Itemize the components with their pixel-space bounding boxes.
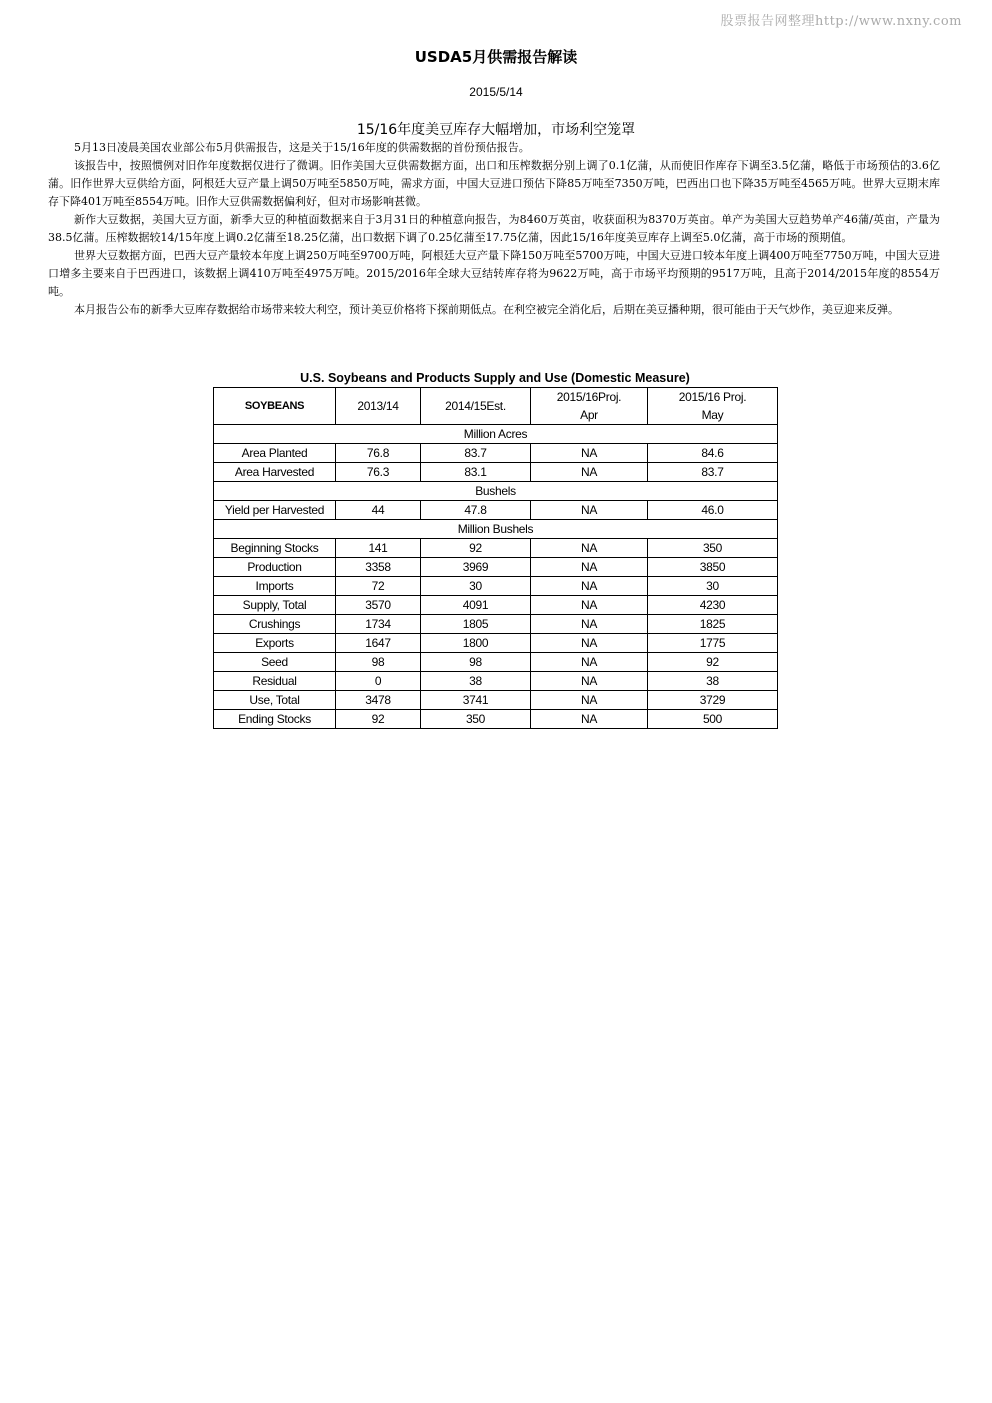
table-cell: 83.7: [648, 463, 778, 482]
row-label: Imports: [214, 577, 336, 596]
table-cell: 83.7: [421, 444, 531, 463]
column-header-line: 2015/16 Proj.: [678, 390, 747, 404]
table-row: [214, 596, 778, 615]
paragraph: 5月13日凌晨美国农业部公布5月供需报告，这是关于15/16年度的供需数据的首份预估报告。: [74, 141, 530, 154]
table-cell: 46.0: [648, 501, 778, 520]
table-cell: NA: [531, 444, 648, 463]
row-label: Residual: [214, 672, 336, 691]
table-cell: 1805: [421, 615, 531, 634]
table-row: [214, 691, 778, 710]
report-subtitle: 15/16年度美豆库存大幅增加，市场利空笼罩: [356, 122, 636, 138]
row-label: Exports: [214, 634, 336, 653]
table-cell: 1647: [336, 634, 421, 653]
report-date: 2015/5/14: [469, 85, 523, 99]
table-cell: 1800: [421, 634, 531, 653]
paragraph: 该报告中，按照惯例对旧作年度数据仅进行了微调。旧作美国大豆供需数据方面，出口和压榨数据分别上调了0.1亿蒲，从而使旧作库存下调至3.5亿蒲，略低于市场预估的3.6亿蒲。旧作世界大豆供给方面，阿根廷大豆产量上调50万吨至5850万吨，需求方面，中国大豆进口预估下降85万吨至7350万吨，巴西出口也下降35万吨至4565万吨。世界大豆期末库存下降401万吨至8554万吨。旧作大豆供需数据偏利好，但对市场影响甚微。: [48, 159, 940, 208]
table-cell: NA: [531, 653, 648, 672]
row-label: Crushings: [214, 615, 336, 634]
table-cell: 84.6: [648, 444, 778, 463]
table-cell: NA: [531, 501, 648, 520]
table-cell: 1775: [648, 634, 778, 653]
table-cell: 38: [421, 672, 531, 691]
row-label: Beginning Stocks: [214, 539, 336, 558]
table-cell: 92: [336, 710, 421, 729]
table-cell: 76.3: [336, 463, 421, 482]
table-cell: NA: [531, 710, 648, 729]
table-cell: 350: [648, 539, 778, 558]
table-cell: 3570: [336, 596, 421, 615]
table-cell: 44: [336, 501, 421, 520]
table-row: [214, 539, 778, 558]
table-cell: 500: [648, 710, 778, 729]
column-header: [648, 388, 778, 425]
column-header-line: Apr: [580, 408, 598, 422]
table-cell: 92: [648, 653, 778, 672]
table-row: [214, 672, 778, 691]
row-label: Area Planted: [214, 444, 336, 463]
section-label: Million Bushels: [214, 520, 778, 539]
paragraph: 世界大豆数据方面，巴西大豆产量较本年度上调250万吨至9700万吨，阿根廷大豆产量下降150万吨至5700万吨，中国大豆进口较本年度上调400万吨至7750万吨，中国大豆进口增多主要来自于巴西进口，该数据上调410万吨至4975万吨。2015/2016年全球大豆结转库存将为9622万吨，高于市场平均预期的9517万吨，且高于2014/2015年度的8554万吨。: [48, 249, 940, 298]
table-cell: 3741: [421, 691, 531, 710]
row-label: Yield per Harvested: [214, 501, 336, 520]
table-row: [214, 615, 778, 634]
table-header-row: [214, 388, 778, 425]
table-cell: NA: [531, 539, 648, 558]
table-row: [214, 444, 778, 463]
report-title: USDA5月供需报告解读: [414, 48, 578, 66]
table-cell: 30: [421, 577, 531, 596]
section-row: [214, 425, 778, 444]
column-header-line: 2015/16Proj.: [556, 390, 622, 404]
table-cell: 141: [336, 539, 421, 558]
table-cell: 83.1: [421, 463, 531, 482]
table-cell: NA: [531, 577, 648, 596]
table-cell: 350: [421, 710, 531, 729]
table-cell: 92: [421, 539, 531, 558]
table-cell: 3729: [648, 691, 778, 710]
table-row: [214, 634, 778, 653]
table-cell: 1734: [336, 615, 421, 634]
section-label: Bushels: [214, 482, 778, 501]
table-row: [214, 463, 778, 482]
column-header: SOYBEANS: [214, 388, 336, 425]
table-cell: 72: [336, 577, 421, 596]
supply-use-table: [213, 387, 778, 729]
table-cell: 3969: [421, 558, 531, 577]
section-row: [214, 482, 778, 501]
paragraph: 本月报告公布的新季大豆库存数据给市场带来较大利空，预计美豆价格将下探前期低点。在利空被完全消化后，后期在美豆播种期，很可能由于天气炒作，美豆迎来反弹。: [74, 303, 899, 316]
table-row: [214, 558, 778, 577]
table-body: [214, 388, 778, 729]
column-header: 2013/14: [336, 388, 421, 425]
table-cell: 98: [336, 653, 421, 672]
table-cell: 4230: [648, 596, 778, 615]
table-cell: 0: [336, 672, 421, 691]
watermark: 股票报告网整理http://www.nxny.com: [720, 14, 962, 29]
table-cell: 38: [648, 672, 778, 691]
table-row: [214, 501, 778, 520]
table-cell: 1825: [648, 615, 778, 634]
table-cell: 76.8: [336, 444, 421, 463]
row-label: Use, Total: [214, 691, 336, 710]
section-label: Million Acres: [214, 425, 778, 444]
table-cell: 3850: [648, 558, 778, 577]
table-cell: NA: [531, 558, 648, 577]
row-label: Ending Stocks: [214, 710, 336, 729]
section-row: [214, 520, 778, 539]
table-cell: NA: [531, 463, 648, 482]
table-row: [214, 577, 778, 596]
row-label: Supply, Total: [214, 596, 336, 615]
paragraph: 新作大豆数据，美国大豆方面，新季大豆的种植面数据来自于3月31日的种植意向报告，为8460万英亩，收获面积为8370万英亩。单产为美国大豆趋势单产46蒲/英亩，产量为38.5亿蒲。压榨数据较14/15年度上调0.2亿蒲至18.25亿蒲，出口数据下调了0.25亿蒲至17.75亿蒲，因此15/16年度美豆库存上调至5.0亿蒲，高于市场的预期值。: [48, 213, 940, 244]
table-cell: NA: [531, 672, 648, 691]
table-row: [214, 653, 778, 672]
report-body: [48, 139, 940, 319]
table-cell: NA: [531, 634, 648, 653]
table-cell: 3358: [336, 558, 421, 577]
table-cell: NA: [531, 615, 648, 634]
table-title: U.S. Soybeans and Products Supply and Use (Domestic Measure): [300, 371, 690, 385]
row-label: Production: [214, 558, 336, 577]
row-label: Seed: [214, 653, 336, 672]
table-cell: NA: [531, 596, 648, 615]
row-label: Area Harvested: [214, 463, 336, 482]
column-header: 2014/15Est.: [421, 388, 531, 425]
column-header-line: May: [701, 408, 724, 422]
table-cell: 30: [648, 577, 778, 596]
table-cell: NA: [531, 691, 648, 710]
table-row: [214, 710, 778, 729]
table-cell: 47.8: [421, 501, 531, 520]
table-cell: 4091: [421, 596, 531, 615]
table-cell: 98: [421, 653, 531, 672]
table-cell: 3478: [336, 691, 421, 710]
column-header: [531, 388, 648, 425]
